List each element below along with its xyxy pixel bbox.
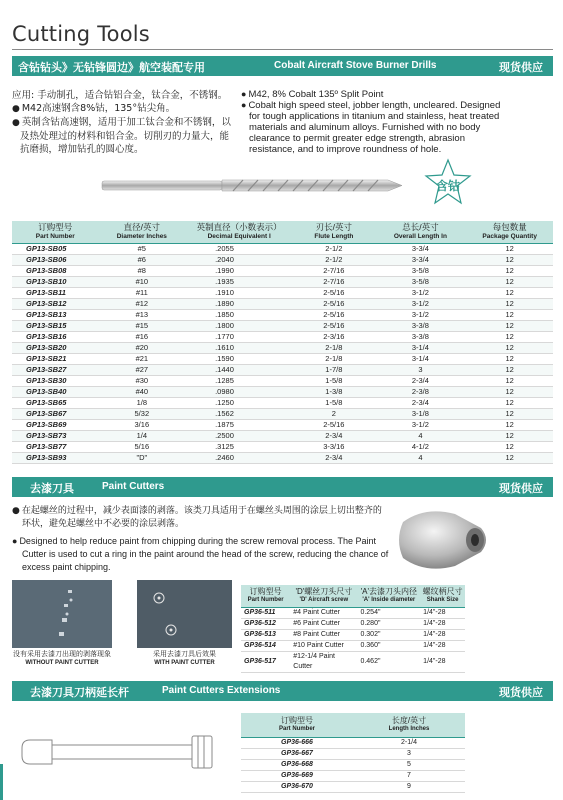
section-title-cn: 去漆刀具 [30, 482, 74, 495]
table-cell: .1890 [185, 299, 293, 310]
caption-without-cn: 没有采用去漆刀出现的剥落现象 [13, 650, 111, 658]
table-cell: 2-1/8 [293, 343, 374, 354]
table-cell: 1-3/8 [293, 387, 374, 398]
section-title-en: Paint Cutters Extensions [162, 685, 281, 696]
paint-cutter-image [395, 500, 495, 580]
table-cell: GP13-SB10 [12, 277, 99, 288]
table-cell: 3-5/8 [374, 266, 466, 277]
bullet-en-1: ● M42, 8% Cobalt 135º Split Point [241, 89, 384, 100]
col-part-number: 订购型号 Part Number [241, 585, 290, 608]
table-cell: 3-5/8 [374, 277, 466, 288]
table-row [12, 310, 553, 321]
table-cell: GP36-512 [241, 619, 290, 630]
col-part-number: 订购型号 Part Number [241, 713, 353, 738]
col-overall-length: 总长/英寸 Overall Length In [374, 221, 466, 244]
drill-spec-table [12, 221, 553, 464]
section-header-paint-cutters [12, 477, 553, 497]
table-cell: GP13-SB05 [12, 244, 99, 255]
table-cell: 9 [353, 782, 465, 793]
table-cell: .2055 [185, 244, 293, 255]
paint-cutter-bullet-en: ● Designed to help reduce paint from chipping during the screw removal process. The Paint Cutter is used to cut a ring in the paint around the head of the screw, reducing the chance of excess paint chipping. [12, 536, 389, 572]
paint-cutter-bullet-en-text: Designed to help reduce paint from chipping during the screw removal process. The Paint Cutter is used to cut a ring in the paint around the head of the screw, reducing the chance of excess paint chipping. [19, 536, 389, 572]
paint-cutter-table-header [241, 585, 465, 608]
table-cell: GP36-669 [241, 771, 353, 782]
table-cell: 2-3/8 [374, 387, 466, 398]
table-cell: GP13-SB06 [12, 255, 99, 266]
table-cell: 0.280" [357, 619, 420, 630]
table-cell: #13 [99, 310, 186, 321]
table-cell: .2500 [185, 431, 293, 442]
table-cell: 7 [353, 771, 465, 782]
caption-without-en: WITHOUT PAINT CUTTER [25, 660, 99, 666]
table-row [12, 376, 553, 387]
table-cell: 12 [466, 453, 553, 464]
table-cell: GP36-517 [241, 652, 290, 673]
extension-rod-image [12, 718, 217, 784]
table-cell: 3-3/4 [374, 255, 466, 266]
table-cell: 12 [466, 442, 553, 453]
table-cell: 3-1/2 [374, 299, 466, 310]
table-cell: 1/4"-28 [420, 630, 465, 641]
table-cell: #27 [99, 365, 186, 376]
table-row [12, 387, 553, 398]
table-cell: 0.302" [357, 630, 420, 641]
table-cell: GP13-SB21 [12, 354, 99, 365]
table-row [12, 420, 553, 431]
table-cell: 2-1/8 [293, 354, 374, 365]
bullets-cn [12, 89, 234, 156]
bullets-en [241, 89, 503, 155]
table-cell: 12 [466, 420, 553, 431]
table-cell: 1/8 [99, 398, 186, 409]
table-row [12, 354, 553, 365]
table-cell: 3 [353, 749, 465, 760]
table-cell: GP13-SB65 [12, 398, 99, 409]
table-cell: 5 [353, 760, 465, 771]
table-cell: #4 Paint Cutter [290, 608, 357, 619]
table-cell: 12 [466, 321, 553, 332]
table-cell: 2-1/4 [353, 738, 465, 749]
table-cell: 2-5/16 [293, 420, 374, 431]
table-row [12, 299, 553, 310]
table-cell: GP13-SB67 [12, 409, 99, 420]
table-cell: GP13-SB13 [12, 310, 99, 321]
table-cell: GP13-SB11 [12, 288, 99, 299]
page-title: Cutting Tools [12, 22, 150, 46]
table-cell: 1/4"-28 [420, 641, 465, 652]
table-cell: 3-1/4 [374, 343, 466, 354]
table-row [241, 630, 465, 641]
table-cell: 2-7/16 [293, 266, 374, 277]
table-cell: .1590 [185, 354, 293, 365]
table-cell: 12 [466, 365, 553, 376]
table-cell: 3-3/16 [293, 442, 374, 453]
availability-label: 现货供应 [499, 482, 543, 495]
table-cell: 12 [466, 431, 553, 442]
table-cell: GP13-SB27 [12, 365, 99, 376]
table-cell: .1875 [185, 420, 293, 431]
table-cell: 2 [293, 409, 374, 420]
table-cell: 5/32 [99, 409, 186, 420]
extension-table [241, 713, 465, 793]
table-cell: .1285 [185, 376, 293, 387]
table-cell: #12-1/4 Paint Cutter [290, 652, 357, 673]
section-header-cobalt-drills [12, 56, 553, 76]
bullet-en-2-text: Cobalt high speed steel, jobber length, uncleared. Designed for tough applications in titanium and stainless, heat treated materials and aluminum alloys. Furnished with no body clearance to permit greater edge strength, abrasion resistance, and to improve roundness of hole. [248, 100, 501, 155]
table-cell: 1/4 [99, 431, 186, 442]
paint-cutter-bullet-cn-text: 在起螺丝的过程中，减少表面漆的剥落。该类刀具适用于在螺丝头周围的涂层上切出整齐的环状，避免起螺丝中不必要的涂层剥落。 [21, 506, 382, 529]
table-cell: 2-1/2 [293, 244, 374, 255]
table-cell: .1440 [185, 365, 293, 376]
table-cell: 1/4"-28 [420, 619, 465, 630]
table-cell: .1935 [185, 277, 293, 288]
table-cell: 2-3/4 [374, 376, 466, 387]
table-cell: #11 [99, 288, 186, 299]
paint-cutter-bullet-cn: ● 在起螺丝的过程中，减少表面漆的剥落。该类刀具适用于在螺丝头周围的涂层上切出整齐的环状，避免起螺丝中不必要的涂层剥落。 [12, 506, 382, 529]
table-cell: GP36-670 [241, 782, 353, 793]
table-cell: 12 [466, 409, 553, 420]
table-cell: #6 [99, 255, 186, 266]
table-cell: 2-1/2 [293, 255, 374, 266]
col-length: 长度/英寸 Length Inches [353, 713, 465, 738]
table-row [12, 398, 553, 409]
table-cell: 1/4"-28 [420, 652, 465, 673]
table-cell: 2-3/16 [293, 332, 374, 343]
table-cell: #6 Paint Cutter [290, 619, 357, 630]
table-cell: .1250 [185, 398, 293, 409]
table-cell: 2-5/16 [293, 321, 374, 332]
bullet-cn-3-text: 英制含钴高速钢，适用于加工钛合金和不锈钢，以及热处理过的材料和铝合金。切削刃的力量大，能抗磨损，增加钻孔的圆心度。 [20, 117, 231, 155]
table-cell: GP36-667 [241, 749, 353, 760]
table-cell: 12 [466, 244, 553, 255]
col-diameter: 直径/英寸 Diameter Inches [99, 221, 186, 244]
table-cell: .1910 [185, 288, 293, 299]
table-row [241, 619, 465, 630]
caption-with-cn: 采用去漆刀具后效果 [153, 650, 216, 658]
table-cell: GP36-666 [241, 738, 353, 749]
bullet-cn-2: ● M42高速钢含8%钴，135°钻尖角。 [12, 103, 176, 114]
table-cell: 1-7/8 [293, 365, 374, 376]
table-cell: GP13-SB93 [12, 453, 99, 464]
table-cell: GP13-SB73 [12, 431, 99, 442]
table-cell: 12 [466, 266, 553, 277]
table-cell: 2-5/16 [293, 310, 374, 321]
table-cell: 12 [466, 299, 553, 310]
table-cell: 4 [374, 431, 466, 442]
col-shank-size: 螺纹柄尺寸 Shank Size [420, 585, 465, 608]
table-cell: #10 [99, 277, 186, 288]
table-cell: #30 [99, 376, 186, 387]
table-cell: 2-3/4 [293, 431, 374, 442]
table-cell: #8 [99, 266, 186, 277]
table-cell: .1800 [185, 321, 293, 332]
section-title-cn: 含钻钻头》无钻锋圆边》航空装配专用 [18, 61, 205, 74]
table-row [12, 431, 553, 442]
table-cell: .1610 [185, 343, 293, 354]
table-cell: 4-1/2 [374, 442, 466, 453]
table-cell: 1-5/8 [293, 376, 374, 387]
table-row [12, 288, 553, 299]
section-title-en: Paint Cutters [102, 481, 165, 492]
title-divider [12, 49, 553, 50]
extension-table-header [241, 713, 465, 738]
table-row [12, 266, 553, 277]
table-cell: GP36-511 [241, 608, 290, 619]
table-cell: 0.360" [357, 641, 420, 652]
section-title-en: Cobalt Aircraft Stove Burner Drills [274, 60, 437, 71]
table-cell: GP13-SB77 [12, 442, 99, 453]
photo-with-paint-cutter [137, 580, 232, 648]
table-cell: 1-5/8 [293, 398, 374, 409]
table-row [241, 641, 465, 652]
table-row [241, 608, 465, 619]
table-cell: 0.462" [357, 652, 420, 673]
table-row [241, 760, 465, 771]
cobalt-badge-text: 含钴 [436, 179, 461, 193]
table-cell: 3-1/2 [374, 420, 466, 431]
table-cell: 3-3/8 [374, 321, 466, 332]
availability-label: 现货供应 [499, 61, 543, 74]
table-cell: 1/4"-28 [420, 608, 465, 619]
drill-bit-image [98, 170, 408, 200]
table-cell: GP13-SB69 [12, 420, 99, 431]
table-cell: GP13-SB12 [12, 299, 99, 310]
table-cell: GP13-SB40 [12, 387, 99, 398]
table-row [12, 409, 553, 420]
col-package-qty: 每包数量 Package Quantity [466, 221, 553, 244]
table-cell: "D" [99, 453, 186, 464]
table-cell: #8 Paint Cutter [290, 630, 357, 641]
table-cell: GP13-SB30 [12, 376, 99, 387]
table-cell: 12 [466, 332, 553, 343]
table-cell: #16 [99, 332, 186, 343]
table-cell: 3 [374, 365, 466, 376]
table-cell: 12 [466, 288, 553, 299]
table-cell: 5/16 [99, 442, 186, 453]
table-cell: 2-3/4 [293, 453, 374, 464]
table-cell: .2040 [185, 255, 293, 266]
availability-label: 现货供应 [499, 686, 543, 699]
table-cell: GP13-SB16 [12, 332, 99, 343]
table-cell: 12 [466, 277, 553, 288]
table-cell: #10 Paint Cutter [290, 641, 357, 652]
photo-without-paint-cutter [12, 580, 112, 648]
table-cell: 12 [466, 354, 553, 365]
table-cell: #21 [99, 354, 186, 365]
table-cell: 3-1/8 [374, 409, 466, 420]
col-inside-diameter: 'A'去漆刀头内径 'A' Inside diameter [357, 585, 420, 608]
table-cell: .1850 [185, 310, 293, 321]
table-row [12, 442, 553, 453]
table-cell: 2-3/4 [374, 398, 466, 409]
col-flute-length: 刃长/英寸 Flute Length [293, 221, 374, 244]
table-cell: .2460 [185, 453, 293, 464]
table-cell: 12 [466, 387, 553, 398]
table-cell: 12 [466, 310, 553, 321]
table-cell: #40 [99, 387, 186, 398]
table-row [241, 652, 465, 673]
table-row [12, 343, 553, 354]
table-cell: 12 [466, 343, 553, 354]
table-cell: #20 [99, 343, 186, 354]
table-row [241, 738, 465, 749]
spec-table-header [12, 221, 553, 244]
bullet-cn-3: ● 英制含钴高速钢，适用于加工钛合金和不锈钢，以及热处理过的材料和铝合金。切削刃的力量大，能抗磨损，增加钻孔的圆心度。 [12, 117, 231, 155]
table-row [12, 365, 553, 376]
table-cell: 2-5/16 [293, 299, 374, 310]
table-cell: .0980 [185, 387, 293, 398]
table-cell: .1562 [185, 409, 293, 420]
table-row [12, 277, 553, 288]
table-row [12, 332, 553, 343]
table-cell: 4 [374, 453, 466, 464]
table-row [241, 771, 465, 782]
table-cell: 2-5/16 [293, 288, 374, 299]
table-cell: GP13-SB15 [12, 321, 99, 332]
col-aircraft-screw: 'D'螺丝刀头尺寸 'D' Aircraft screw [290, 585, 357, 608]
section-title-cn: 去漆刀具刀柄延长杆 [30, 686, 129, 699]
table-row [12, 255, 553, 266]
table-row [12, 244, 553, 255]
table-cell: 3-1/2 [374, 288, 466, 299]
col-part-number: 订购型号 Part Number [12, 221, 99, 244]
caption-without-cutter [12, 650, 112, 668]
section-header-extensions [12, 681, 553, 701]
table-cell: 12 [466, 255, 553, 266]
table-cell: .3125 [185, 442, 293, 453]
table-cell: #5 [99, 244, 186, 255]
table-cell: 3/16 [99, 420, 186, 431]
table-cell: 3-3/8 [374, 332, 466, 343]
table-row [12, 321, 553, 332]
table-cell: GP36-513 [241, 630, 290, 641]
caption-with-en: WITH PAINT CUTTER [154, 660, 215, 666]
col-decimal: 英制直径（小数表示） Decimal Equivalent I [185, 221, 293, 244]
page-edge-accent [0, 764, 3, 800]
bullet-en-2: ● Cobalt high speed steel, jobber length, uncleared. Designed for tough applications in titanium and stainless, heat treated materials and aluminum alloys. Furnished with no body clearance to permit greater edge strength, abrasion resistance, and to improve roundness of hole. [241, 100, 501, 155]
bullet-cn-2-text: M42高速钢含8%钴，135°钻尖角。 [21, 103, 176, 114]
bullet-en-1-text: M42, 8% Cobalt 135º Split Point [248, 89, 384, 100]
table-cell: #15 [99, 321, 186, 332]
table-cell: .1990 [185, 266, 293, 277]
table-cell: 2-7/16 [293, 277, 374, 288]
table-cell: GP13-SB20 [12, 343, 99, 354]
bullet-cn-1: 应用: 手动制孔，适合钻铝合金，钛合金，不锈钢。 [12, 90, 228, 101]
table-cell: 3-1/2 [374, 310, 466, 321]
table-cell: GP36-514 [241, 641, 290, 652]
table-row [241, 749, 465, 760]
table-cell: 12 [466, 376, 553, 387]
table-cell: GP13-SB08 [12, 266, 99, 277]
table-cell: 3-3/4 [374, 244, 466, 255]
paint-cutter-table [241, 585, 465, 673]
table-cell: 12 [466, 398, 553, 409]
table-cell: GP36-668 [241, 760, 353, 771]
table-cell: 3-1/4 [374, 354, 466, 365]
table-cell: #12 [99, 299, 186, 310]
table-row [12, 453, 553, 464]
table-cell: 0.254" [357, 608, 420, 619]
table-row [241, 782, 465, 793]
table-cell: .1770 [185, 332, 293, 343]
caption-with-cutter [137, 650, 232, 668]
